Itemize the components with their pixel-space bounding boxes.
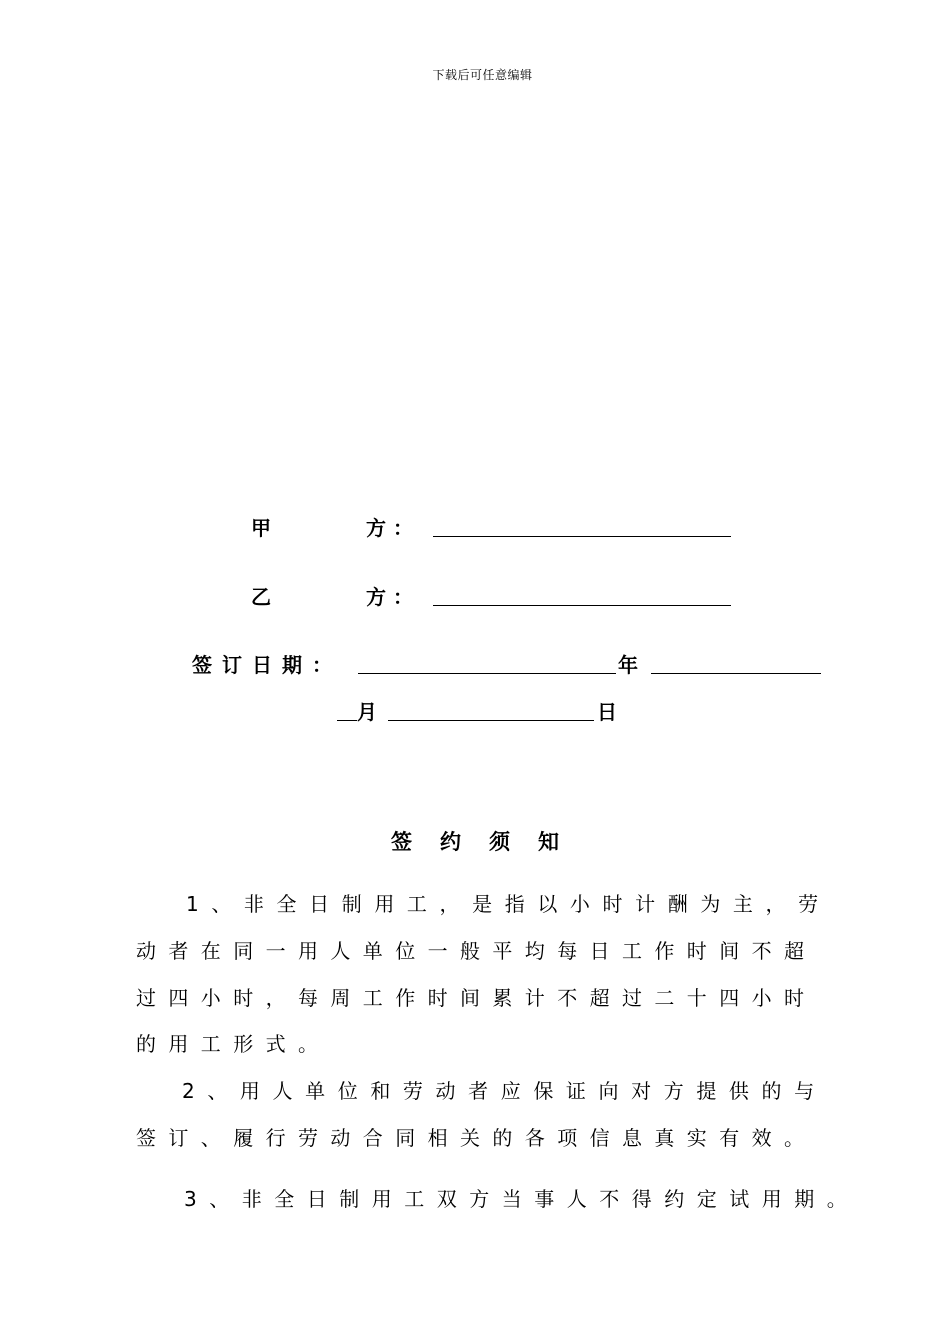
party-b-row <box>0 581 950 611</box>
sign-date-year-blank[interactable] <box>358 673 616 674</box>
party-a-blank[interactable] <box>433 536 731 537</box>
notice-item3-line1: 3、非全日制用工双方当事人不得约定试用期。 <box>184 1187 860 1211</box>
party-b-char1: 乙 <box>251 585 271 609</box>
notice-item1-line2: 动者在同一用人单位一般平均每日工作时间不超 <box>136 939 817 963</box>
sign-date-year-label: 年 <box>618 653 638 677</box>
notice-item2-line2: 签订、履行劳动合同相关的各项信息真实有效。 <box>136 1126 817 1150</box>
notice-item1-line3: 过四小时，每周工作时间累计不超过二十四小时 <box>136 986 817 1010</box>
party-b-char2: 方 <box>366 585 386 609</box>
sign-date-label: 签订日期： <box>192 653 342 677</box>
sign-date-row-2 <box>0 696 950 726</box>
sign-date-month-blank-end[interactable] <box>337 720 357 721</box>
party-b-colon: ： <box>393 585 413 609</box>
party-a-row <box>0 512 950 542</box>
party-a-char2: 方 <box>366 516 386 540</box>
sign-date-row <box>0 649 950 679</box>
header-note: 下载后可任意编辑 <box>432 68 533 82</box>
notice-item1-line1: 1、非全日制用工，是指以小时计酬为主，劳 <box>186 892 831 916</box>
party-b-blank[interactable] <box>433 605 731 606</box>
sign-date-day-label: 日 <box>597 700 617 724</box>
party-a-colon: ： <box>393 516 413 540</box>
sign-date-day-blank[interactable] <box>388 720 594 721</box>
notice-item2-line1: 2、用人单位和劳动者应保证向对方提供的与 <box>182 1079 827 1103</box>
party-a-char1: 甲 <box>251 516 271 540</box>
notice-title: 签约须知 <box>391 830 587 854</box>
sign-date-month-blank-start[interactable] <box>651 673 821 674</box>
sign-date-month-label: 月 <box>357 700 377 724</box>
notice-item1-line4: 的用工形式。 <box>136 1032 331 1056</box>
